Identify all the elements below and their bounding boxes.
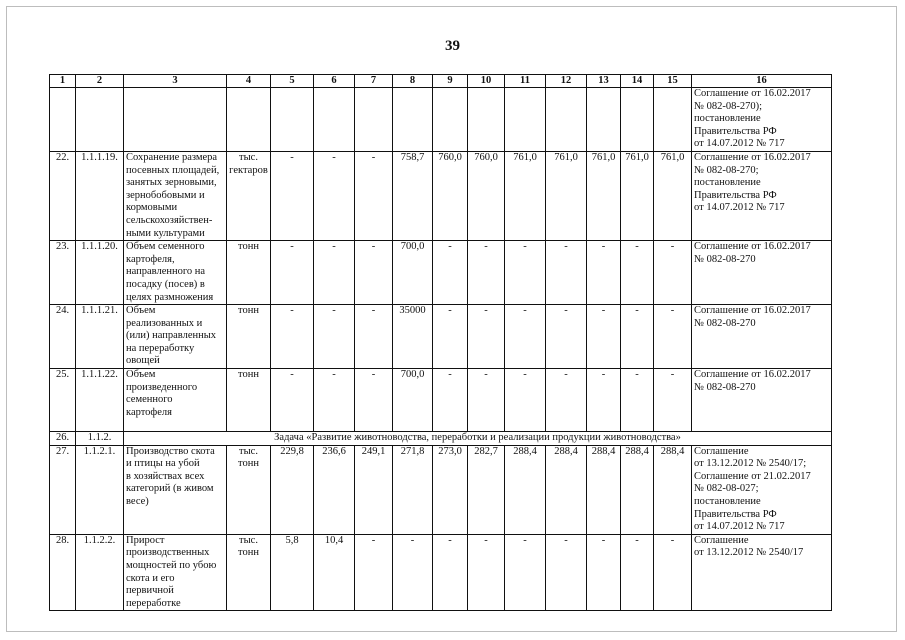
row-number-cell: 23. (50, 241, 76, 305)
column-number-12: 12 (546, 75, 587, 88)
value-cell-col-13: - (587, 241, 621, 305)
value-cell-col-13: - (587, 305, 621, 369)
unit-cell (227, 241, 271, 305)
value-cell-col-7: - (355, 241, 393, 305)
unit-cell (227, 305, 271, 369)
row-number-cell: 24. (50, 305, 76, 369)
value-cell-col-12: 761,0 (546, 151, 587, 240)
unit-cell-line: тонн (238, 305, 259, 317)
indicator-name-cell (124, 305, 227, 369)
source-document-cell-line: № 082-08-027; (694, 483, 759, 495)
source-document-cell-line: № 082-08-270 (694, 381, 756, 393)
source-document-cell-line: Правительства РФ (694, 125, 777, 137)
value-cell-col-12: - (546, 369, 587, 432)
column-number-13: 13 (587, 75, 621, 88)
value-cell-col-9: - (433, 241, 468, 305)
source-document-cell-line: постановление (694, 496, 761, 508)
value-cell-col-15: - (654, 534, 692, 611)
value-cell-col-7: - (355, 369, 393, 432)
source-document-cell (692, 534, 832, 611)
table-row (50, 305, 832, 369)
value-cell-col-6: - (314, 369, 355, 432)
value-cell-col-12 (546, 88, 587, 152)
indicator-name-cell-line: Объем семенного (126, 241, 205, 253)
value-cell-col-9: - (433, 305, 468, 369)
indicators-table (49, 74, 832, 611)
indicator-code-cell: 1.1.1.21. (76, 305, 124, 369)
source-document-cell-line: Правительства РФ (694, 189, 777, 201)
value-cell-col-7: 249,1 (355, 445, 393, 534)
indicator-name-cell-line: семенного (126, 394, 173, 406)
column-number-row (50, 75, 832, 88)
source-document-cell-line: Соглашение от 16.02.2017 (694, 88, 811, 99)
value-cell-col-13 (587, 88, 621, 152)
column-number-14: 14 (621, 75, 654, 88)
indicator-name-cell-line: (или) направленных (126, 330, 217, 342)
unit-cell (227, 151, 271, 240)
value-cell-col-10: 282,7 (468, 445, 505, 534)
value-cell-col-15: - (654, 369, 692, 432)
indicator-name-cell-line: ными культурами (126, 227, 205, 239)
indicator-name-cell-line: мощностей по убою (126, 560, 217, 571)
column-number-8: 8 (393, 75, 433, 88)
indicator-name-cell-line: переработке (126, 597, 181, 609)
value-cell-col-12: 288,4 (546, 445, 587, 534)
value-cell-col-14: 288,4 (621, 445, 654, 534)
unit-cell-line: тыс. (239, 151, 258, 163)
unit-cell (227, 88, 271, 152)
indicator-name-cell-line: картофеля (126, 406, 172, 418)
value-cell-col-9: 760,0 (433, 151, 468, 240)
value-cell-col-12: - (546, 534, 587, 611)
source-document-cell-line: № 082-08-270 (694, 317, 756, 329)
indicator-code-cell: 1.1.2.2. (76, 534, 124, 611)
source-document-cell (692, 305, 832, 369)
value-cell-col-15 (654, 88, 692, 152)
task-title-cell: Задача «Развитие животноводства, переработки и реализации продукции животноводства» (124, 432, 832, 446)
value-cell-col-8: 35000 (393, 305, 433, 369)
indicator-name-cell-line: в хозяйствах всех (126, 470, 205, 482)
source-document-cell-line: от 13.12.2012 № 2540/17; (694, 458, 807, 470)
value-cell-col-13: - (587, 369, 621, 432)
indicator-code-cell: 1.1.2. (76, 432, 124, 446)
value-cell-col-10: - (468, 369, 505, 432)
indicator-name-cell-line: весе) (126, 496, 149, 508)
value-cell-col-5: 5,8 (271, 534, 314, 611)
value-cell-col-11: 288,4 (505, 445, 546, 534)
value-cell-col-5: - (271, 241, 314, 305)
value-cell-col-6: - (314, 241, 355, 305)
unit-cell-line: тонн (238, 458, 259, 470)
indicator-name-cell-line: посадку (посев) в (126, 278, 205, 290)
indicator-name-cell (124, 88, 227, 152)
value-cell-col-7 (355, 88, 393, 152)
value-cell-col-8: 758,7 (393, 151, 433, 240)
value-cell-col-11: 761,0 (505, 151, 546, 240)
indicator-name-cell-line: направленного на (126, 266, 206, 278)
source-document-cell-line: № 082-08-270 (694, 253, 756, 265)
value-cell-col-5: 229,8 (271, 445, 314, 534)
source-document-cell-line: Соглашение от 21.02.2017 (694, 470, 811, 482)
value-cell-col-5: - (271, 305, 314, 369)
column-number-4: 4 (227, 75, 271, 88)
value-cell-col-6: 236,6 (314, 445, 355, 534)
value-cell-col-14: - (621, 305, 654, 369)
value-cell-col-6: - (314, 305, 355, 369)
unit-cell-line: тонн (238, 547, 259, 559)
value-cell-col-14: - (621, 241, 654, 305)
value-cell-col-13: 761,0 (587, 151, 621, 240)
value-cell-col-9: 273,0 (433, 445, 468, 534)
column-number-1: 1 (50, 75, 76, 88)
row-number-cell (50, 88, 76, 152)
column-number-3: 3 (124, 75, 227, 88)
unit-cell (227, 534, 271, 611)
column-number-6: 6 (314, 75, 355, 88)
value-cell-col-14 (621, 88, 654, 152)
indicator-name-cell-line: кормовыми (126, 202, 178, 214)
indicator-code-cell: 1.1.1.22. (76, 369, 124, 432)
value-cell-col-14: - (621, 369, 654, 432)
table-row (50, 534, 832, 611)
value-cell-col-10 (468, 88, 505, 152)
source-document-cell (692, 88, 832, 152)
unit-cell-line: тыс. (239, 445, 258, 457)
indicator-code-cell: 1.1.1.19. (76, 151, 124, 240)
indicator-name-cell (124, 445, 227, 534)
indicator-name-cell-line: произведенного (126, 381, 198, 393)
source-document-cell-line: от 13.12.2012 № 2540/17 (694, 547, 804, 559)
value-cell-col-14: 761,0 (621, 151, 654, 240)
column-number-11: 11 (505, 75, 546, 88)
value-cell-col-11: - (505, 369, 546, 432)
value-cell-col-15: 761,0 (654, 151, 692, 240)
indicator-name-cell-line: картофеля, (126, 253, 175, 265)
source-document-cell-line: Соглашение от 16.02.2017 (694, 369, 811, 381)
indicator-name-cell (124, 369, 227, 432)
value-cell-col-8: - (393, 534, 433, 611)
value-cell-col-13: 288,4 (587, 445, 621, 534)
value-cell-col-7: - (355, 305, 393, 369)
table-row (50, 151, 832, 240)
indicator-name-cell-line: Прирост (126, 534, 165, 546)
unit-cell (227, 445, 271, 534)
unit-cell-line: тонн (238, 241, 259, 253)
indicator-code-cell: 1.1.1.20. (76, 241, 124, 305)
value-cell-col-10: 760,0 (468, 151, 505, 240)
row-number-cell: 27. (50, 445, 76, 534)
value-cell-col-10: - (468, 305, 505, 369)
value-cell-col-15: - (654, 241, 692, 305)
indicator-name-cell-line: на переработку (126, 342, 195, 354)
value-cell-col-10: - (468, 241, 505, 305)
indicator-name-cell-line: сельскохозяйствен- (126, 214, 213, 226)
source-document-cell-line: Соглашение (694, 445, 749, 457)
indicator-name-cell-line: занятых зерновыми, (126, 177, 217, 189)
value-cell-col-8: 700,0 (393, 241, 433, 305)
value-cell-col-7: - (355, 151, 393, 240)
source-document-cell-line: от 14.07.2012 № 717 (694, 138, 785, 150)
source-document-cell (692, 369, 832, 432)
unit-cell (227, 369, 271, 432)
value-cell-col-9 (433, 88, 468, 152)
table-row (50, 432, 832, 446)
indicator-name-cell-line: овощей (126, 355, 160, 367)
source-document-cell-line: постановление (694, 113, 761, 125)
source-document-cell-line: Соглашение от 16.02.2017 (694, 305, 811, 317)
table-row (50, 445, 832, 534)
indicator-code-cell (76, 88, 124, 152)
value-cell-col-12: - (546, 305, 587, 369)
column-number-5: 5 (271, 75, 314, 88)
value-cell-col-6: 10,4 (314, 534, 355, 611)
source-document-cell-line: № 082-08-270; (694, 164, 759, 176)
value-cell-col-8: 271,8 (393, 445, 433, 534)
source-document-cell-line: № 082-08-270); (694, 100, 763, 112)
indicator-name-cell-line: Объем (126, 369, 156, 381)
indicator-name-cell-line: первичной (126, 585, 174, 597)
column-number-2: 2 (76, 75, 124, 88)
source-document-cell (692, 241, 832, 305)
indicator-name-cell-line: Сохранение размера (126, 151, 218, 163)
row-number-cell: 26. (50, 432, 76, 446)
indicator-code-cell: 1.1.2.1. (76, 445, 124, 534)
indicator-name-cell-line: зернобобовыми и (126, 189, 205, 201)
value-cell-col-6: - (314, 151, 355, 240)
value-cell-col-15: - (654, 305, 692, 369)
value-cell-col-8 (393, 88, 433, 152)
unit-cell-line: гектаров (229, 164, 268, 176)
source-document-cell (692, 445, 832, 534)
indicator-name-cell-line: скота и его (126, 572, 175, 584)
indicator-name-cell-line: категорий (в живом (126, 483, 214, 495)
value-cell-col-5 (271, 88, 314, 152)
unit-cell-line: тонн (238, 369, 259, 381)
value-cell-col-9: - (433, 369, 468, 432)
source-document-cell-line: постановление (694, 177, 761, 189)
source-document-cell-line: Правительства РФ (694, 508, 777, 520)
value-cell-col-5: - (271, 151, 314, 240)
table-row (50, 241, 832, 305)
indicator-name-cell (124, 151, 227, 240)
source-document-cell (692, 151, 832, 240)
indicator-name-cell-line: Производство скота (126, 445, 215, 457)
value-cell-col-11: - (505, 241, 546, 305)
column-number-7: 7 (355, 75, 393, 88)
value-cell-col-8: 700,0 (393, 369, 433, 432)
unit-cell-line: тыс. (239, 534, 258, 546)
indicator-name-cell-line: посевных площадей, (126, 164, 220, 176)
row-number-cell: 22. (50, 151, 76, 240)
value-cell-col-15: 288,4 (654, 445, 692, 534)
value-cell-col-12: - (546, 241, 587, 305)
value-cell-col-6 (314, 88, 355, 152)
source-document-cell-line: Соглашение от 16.02.2017 (694, 151, 811, 163)
table-row (50, 88, 832, 152)
indicator-name-cell-line: Объем (126, 305, 156, 317)
column-number-15: 15 (654, 75, 692, 88)
indicator-name-cell-line: производственных (126, 547, 210, 559)
row-number-cell: 25. (50, 369, 76, 432)
value-cell-col-13: - (587, 534, 621, 611)
column-number-9: 9 (433, 75, 468, 88)
indicator-name-cell-line: и птицы на убой (126, 458, 200, 470)
value-cell-col-14: - (621, 534, 654, 611)
source-document-cell-line: Соглашение (694, 534, 749, 546)
value-cell-col-11 (505, 88, 546, 152)
source-document-cell-line: от 14.07.2012 № 717 (694, 202, 785, 214)
source-document-cell-line: Соглашение от 16.02.2017 (694, 241, 811, 253)
indicator-name-cell-line: целях размножения (126, 291, 214, 303)
indicator-name-cell (124, 241, 227, 305)
table-row (50, 369, 832, 432)
value-cell-col-11: - (505, 534, 546, 611)
indicator-name-cell (124, 534, 227, 611)
indicator-name-cell-line: реализованных и (126, 317, 203, 329)
column-number-10: 10 (468, 75, 505, 88)
value-cell-col-11: - (505, 305, 546, 369)
value-cell-col-7: - (355, 534, 393, 611)
value-cell-col-10: - (468, 534, 505, 611)
value-cell-col-9: - (433, 534, 468, 611)
value-cell-col-5: - (271, 369, 314, 432)
row-number-cell: 28. (50, 534, 76, 611)
page-number: 39 (445, 38, 460, 54)
source-document-cell-line: от 14.07.2012 № 717 (694, 521, 785, 533)
column-number-16: 16 (692, 75, 832, 88)
